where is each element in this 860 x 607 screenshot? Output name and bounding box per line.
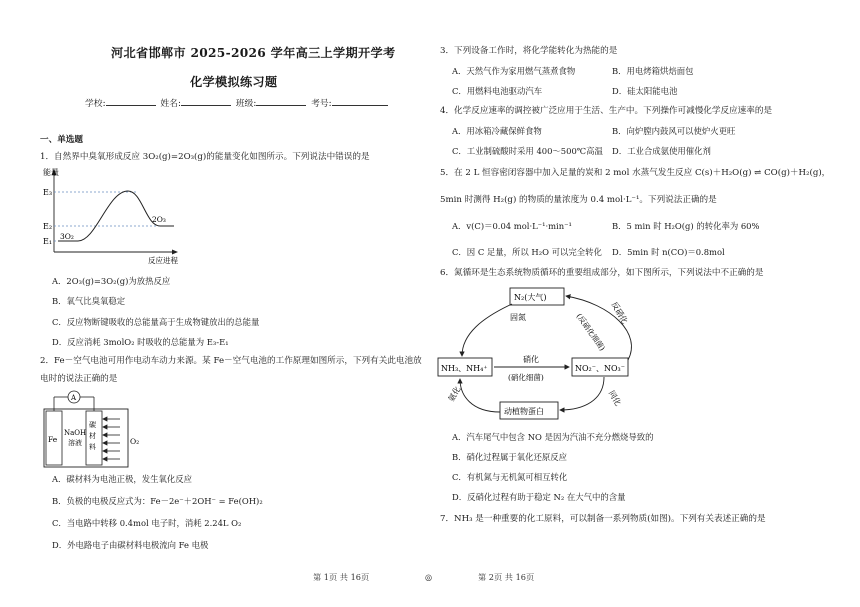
q6-option-b[interactable]: B．硝化过程属于氧化还原反应 bbox=[452, 452, 568, 462]
q2-option-b[interactable]: B．负极的电极反应式为：Fe－2e⁻＋2OH⁻ = Fe(OH)₂ bbox=[52, 496, 263, 506]
battery-diagram bbox=[42, 387, 152, 469]
q1-option-b[interactable]: B．氧气比臭氧稳定 bbox=[52, 296, 126, 306]
carbon-label-2: 材 bbox=[89, 432, 96, 440]
fixation-label: 固氮 bbox=[510, 313, 526, 322]
question-1-stem: 1．自然界中臭氧形成反应 3O₂(g)=2O₃(g)的能量变化如图所示。下列说法中错误的是 bbox=[40, 152, 370, 162]
q6-option-d[interactable]: D．反硝化过程有助于稳定 N₂ 在大气中的含量 bbox=[452, 492, 626, 502]
q3-option-a[interactable]: A．天然气作为家用燃气蒸煮食物 bbox=[452, 66, 576, 76]
school-blank[interactable] bbox=[106, 96, 156, 106]
question-4-stem: 4．化学反应速率的调控被广泛应用于生活、生产中。下列操作可减慢化学反应速率的是 bbox=[440, 106, 773, 116]
q2-option-c[interactable]: C．当电路中转移 0.4mol 电子时，消耗 2.24L O₂ bbox=[52, 518, 242, 528]
question-2-stem-line1: 2．Fe－空气电池可用作电动车动力来源。某 Fe－空气电池的工作原理如图所示，下列有关此电池放 bbox=[40, 356, 422, 366]
reactant-label: 3O₂ bbox=[60, 232, 74, 241]
denitrification-label: 反硝化 bbox=[609, 300, 630, 326]
q6-option-c[interactable]: C．有机氮与无机氮可相互转化 bbox=[452, 472, 568, 482]
page-title: 河北省邯郸市 2025-2026 学年高三上学期开学考 bbox=[111, 46, 396, 60]
fe-electrode-label: Fe bbox=[48, 435, 58, 444]
nitrification-label: 硝化 bbox=[523, 355, 539, 364]
q2-option-d[interactable]: D．外电路电子由碳材料电极流向 Fe 电极 bbox=[52, 540, 209, 550]
naoh-label: NaOH bbox=[64, 429, 87, 437]
protein-box-label: 动植物蛋白 bbox=[504, 407, 544, 416]
section-heading: 一、单选题 bbox=[40, 135, 83, 145]
q3-option-c[interactable]: C．用燃料电池驱动汽车 bbox=[452, 86, 543, 96]
denitrifying-bacteria-label: (反硝化细菌) bbox=[574, 311, 607, 353]
exam-no-label: 考号: bbox=[311, 99, 332, 109]
e3-label: E₃ bbox=[43, 188, 53, 197]
q4-option-a[interactable]: A．用冰箱冷藏保鲜食物 bbox=[452, 126, 542, 136]
product-label: 2O₃ bbox=[152, 215, 166, 224]
name-label: 姓名: bbox=[160, 99, 181, 109]
q2-option-a[interactable]: A．碳材料为电池正极，发生氧化反应 bbox=[52, 474, 193, 484]
binding-mark-icon: ◎ bbox=[425, 572, 433, 582]
class-blank[interactable] bbox=[256, 96, 306, 106]
q1-option-a[interactable]: A．2O₃(g)=3O₂(g)为放热反应 bbox=[52, 276, 171, 286]
carbon-label-1: 碳 bbox=[89, 421, 96, 429]
q3-option-d[interactable]: D．硅太阳能电池 bbox=[612, 86, 678, 96]
page-number-left: 第 1页 共 16页 bbox=[313, 572, 370, 582]
q6-option-a[interactable]: A．汽车尾气中包含 NO 是因为汽油不充分燃烧导致的 bbox=[452, 432, 654, 442]
question-6-stem: 6．氮循环是生态系统物质循环的重要组成部分，如下图所示，下列说法中不正确的是 bbox=[440, 268, 764, 278]
y-axis-label: 能量 bbox=[43, 168, 59, 177]
question-7-stem: 7．NH₃ 是一种重要的化工原料，可以制备一系列物质(如图)。下列有关表述正确的是 bbox=[440, 514, 766, 524]
q4-option-d[interactable]: D．工业合成氨使用催化剂 bbox=[612, 146, 711, 156]
nh3-box-label: NH₃、NH₄⁺ bbox=[441, 364, 488, 373]
o2-label: O₂ bbox=[130, 437, 140, 446]
solution-label: 溶液 bbox=[68, 439, 82, 447]
question-3-stem: 3．下列设备工作时，将化学能转化为热能的是 bbox=[440, 46, 618, 56]
name-blank[interactable] bbox=[181, 96, 231, 106]
school-label: 学校: bbox=[85, 99, 106, 109]
exam-no-blank[interactable] bbox=[332, 96, 388, 106]
energy-diagram bbox=[38, 166, 188, 266]
x-axis-label: 反应进程 bbox=[148, 256, 178, 265]
carbon-label-3: 料 bbox=[89, 443, 96, 451]
n2-box-label: N₂(大气) bbox=[514, 293, 547, 302]
q5-option-c[interactable]: C．因 C 足量，所以 H₂O 可以完全转化 bbox=[452, 247, 602, 257]
page-subtitle: 化学模拟练习题 bbox=[190, 75, 278, 89]
assimilation-label: 同化 bbox=[606, 389, 623, 408]
q5-option-d[interactable]: D．5min 时 n(CO)＝0.8mol bbox=[612, 247, 725, 257]
q1-option-d[interactable]: D．反应消耗 3molO₂ 时吸收的总能量为 E₃-E₁ bbox=[52, 337, 229, 347]
q4-option-c[interactable]: C．工业制硫酸时采用 400～500℃高温 bbox=[452, 146, 603, 156]
e1-label: E₁ bbox=[43, 237, 53, 246]
class-label: 班级: bbox=[235, 99, 257, 109]
q5-option-a[interactable]: A．v(C)＝0.04 mol·L⁻¹·min⁻¹ bbox=[452, 221, 572, 231]
e2-label: E₂ bbox=[43, 222, 53, 231]
nitrifying-bacteria-label: (硝化细菌) bbox=[508, 373, 544, 382]
q4-option-b[interactable]: B．向炉膛内鼓风可以使炉火更旺 bbox=[612, 126, 736, 136]
page-number-right: 第 2页 共 16页 bbox=[478, 572, 535, 582]
question-5-stem-line2: 5min 时测得 H₂(g) 的物质的量浓度为 0.4 mol·L⁻¹。下列说法正确的是 bbox=[440, 195, 717, 205]
student-info-row bbox=[85, 96, 388, 110]
nitrogen-cycle-diagram bbox=[432, 284, 672, 426]
q3-option-b[interactable]: B．用电烤箱烘焙面包 bbox=[612, 66, 694, 76]
question-2-stem-line2: 电时的说法正确的是 bbox=[40, 374, 118, 384]
q5-option-b[interactable]: B．5 min 时 H₂O(g) 的转化率为 60% bbox=[612, 221, 760, 231]
no-box-label: NO₂⁻、NO₃⁻ bbox=[575, 364, 625, 373]
ammonification-label: 氨化 bbox=[446, 384, 463, 404]
q1-option-c[interactable]: C．反应物断键吸收的总能量高于生成物键放出的总能量 bbox=[52, 317, 260, 327]
ammeter-icon: A bbox=[71, 394, 77, 402]
question-5-stem-line1: 5．在 2 L 恒容密闭容器中加入足量的炭和 2 mol 水蒸气发生反应 C(s)＋H₂O(g) ⇌ CO(g)＋H₂(g)， bbox=[440, 168, 831, 178]
